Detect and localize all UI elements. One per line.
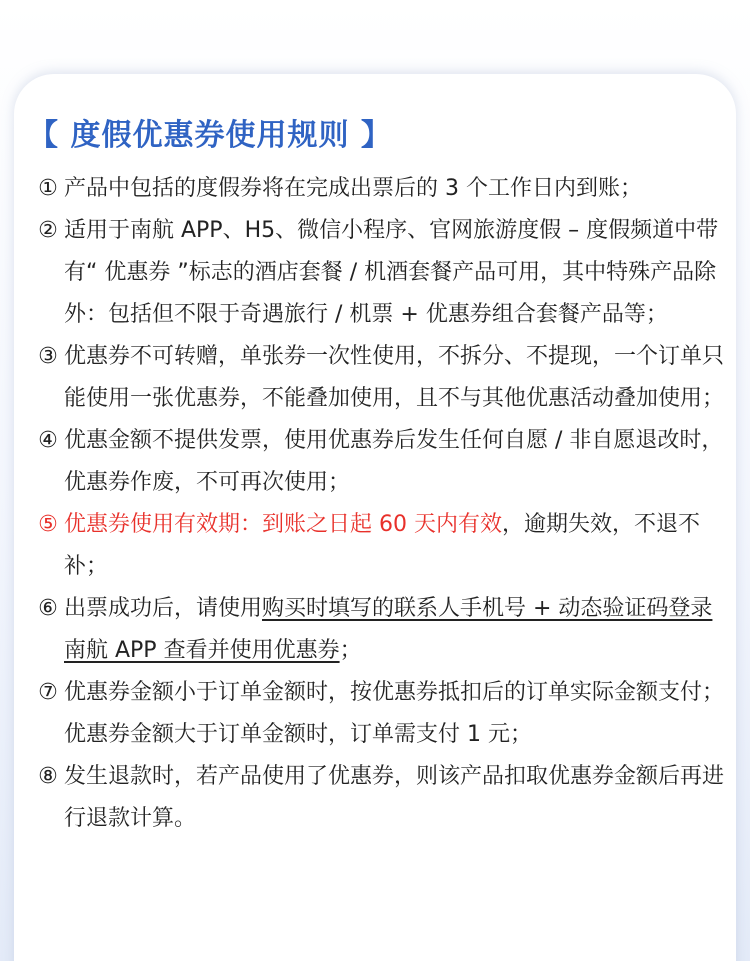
rule-number: ⑥ <box>38 596 58 621</box>
rule-text: 适用于南航 APP、H5、微信小程序、官网旅游度假 – 度假频道中带有“ 优惠券 ”标志的酒店套餐 / 机酒套餐产品可用，其中特殊产品除外：包括但不限于奇遇旅行 / 机票 + 优惠券组合套餐产品等； <box>64 218 719 327</box>
rule-item-3 <box>34 336 724 420</box>
rule-item-2 <box>34 210 724 336</box>
rule-number: ④ <box>38 428 58 453</box>
rule-number: ③ <box>38 344 58 369</box>
rule-text: ，逾期失效，不退不补； <box>64 512 700 579</box>
rule-number: ① <box>38 176 58 201</box>
rule-item-1 <box>34 168 724 210</box>
rule-number: ⑤ <box>38 512 58 537</box>
rules-card <box>14 74 736 961</box>
rule-number: ⑧ <box>38 764 58 789</box>
rule-text: 出票成功后，请使用 <box>64 596 263 621</box>
rule-text: 产品中包括的度假券将在完成出票后的 3 个工作日内到账； <box>64 176 642 201</box>
rule-text-end: ； <box>339 638 362 663</box>
rules-list <box>34 168 724 840</box>
rule-text: 优惠金额不提供发票，使用优惠券后发生任何自愿 / 非自愿退改时，优惠券作废，不可再次使用； <box>64 428 724 495</box>
rule-item-4 <box>34 420 724 504</box>
rule-number: ⑦ <box>38 680 58 705</box>
rule-item-5 <box>34 504 724 588</box>
rule-text: 优惠券金额小于订单金额时，按优惠券抵扣后的订单实际金额支付；优惠券金额大于订单金额时，订单需支付 1 元； <box>64 680 725 747</box>
rule-item-8 <box>34 756 724 840</box>
rule-text: 优惠券不可转赠，单张券一次性使用，不拆分、不提现，一个订单只能使用一张优惠券，不能叠加使用，且不与其他优惠活动叠加使用； <box>64 344 725 411</box>
rule-text: 发生退款时，若产品使用了优惠券，则该产品扣取优惠券金额后再进行退款计算。 <box>64 764 725 831</box>
login-instruction-underlined: 购买时填写的联系人手机号 + 动态验证码登录南航 APP 查看并使用优惠券 <box>64 596 713 663</box>
page-title: 【 度假优惠券使用规则 】 <box>28 118 392 153</box>
rule-item-7 <box>34 672 724 756</box>
validity-highlight-text: 优惠券使用有效期：到账之日起 60 天内有效 <box>64 512 502 537</box>
rule-item-6 <box>34 588 724 672</box>
rule-number: ② <box>38 218 58 243</box>
